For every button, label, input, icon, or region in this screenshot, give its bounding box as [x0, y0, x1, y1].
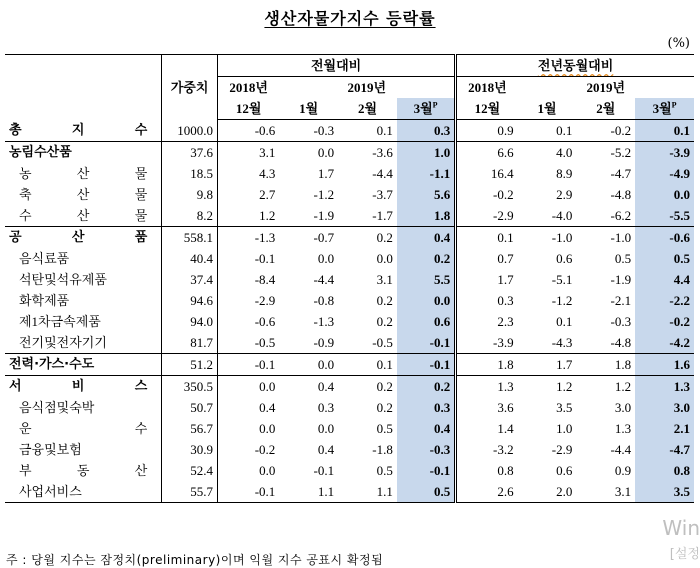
header-yoy-2018: 2018년 — [456, 77, 518, 99]
unit-label: (%) — [667, 36, 690, 51]
yoy-cell: -4.7 — [635, 439, 694, 460]
mom-cell: 1.7 — [317, 166, 335, 181]
yoy-cell: 0.9 — [456, 120, 518, 142]
yoy-cell: -4.8 — [610, 335, 632, 350]
mom-cell: 0.1 — [338, 354, 397, 376]
row-label-text: 사업서비스 — [19, 484, 82, 499]
label-char: 운 — [19, 421, 32, 436]
mom-cell: 0.4 — [259, 400, 276, 415]
table-title: 생산자물가지수 등락률 — [264, 9, 436, 28]
header-mom-mar-text: 3월 — [413, 101, 433, 116]
mom-cell: -0.6 — [254, 314, 276, 329]
weight-cell: 18.5 — [162, 163, 218, 184]
yoy-cell: 16.4 — [456, 163, 518, 184]
weight-cell: 1000.0 — [162, 120, 218, 142]
yoy-cell: 1.8 — [456, 354, 518, 376]
mom-cell: -3.6 — [338, 142, 397, 164]
mom-cell: -1.3 — [217, 227, 279, 249]
table-row — [5, 439, 694, 460]
mom-cell: 0.0 — [259, 463, 276, 478]
preliminary-mark: P — [432, 100, 438, 110]
yoy-cell: 2.9 — [556, 187, 573, 202]
yoy-cell: -2.1 — [610, 293, 632, 308]
mom-cell: -0.3 — [313, 123, 335, 138]
yoy-cell: -1.0 — [518, 227, 577, 249]
label-char: 산 — [134, 463, 148, 478]
yoy-cell: 0.9 — [614, 463, 632, 478]
label-char: 물 — [134, 187, 148, 202]
header-yoy-feb: 2월 — [576, 98, 635, 120]
mom-cell: 0.3 — [317, 400, 335, 415]
row-label-text: 석탄및석유제품 — [19, 272, 107, 287]
table-row — [5, 290, 694, 311]
mom-cell: -1.9 — [313, 208, 335, 223]
yoy-cell: 1.2 — [518, 376, 577, 398]
row-label — [5, 397, 162, 418]
yoy-cell: -4.0 — [551, 208, 573, 223]
header-mom-feb: 2월 — [338, 98, 397, 120]
row-label-text: 전기및전자기기 — [19, 335, 107, 350]
footnote: 주 : 당월 지수는 잠정치(preliminary)이며 익월 지수 공표시 확정됨 — [6, 553, 384, 567]
yoy-cell: -0.6 — [635, 227, 694, 249]
row-label — [5, 439, 162, 460]
mom-cell: 3.1 — [376, 272, 393, 287]
yoy-cell: 8.9 — [556, 166, 573, 181]
weight-cell: 8.2 — [162, 205, 218, 227]
table-body — [5, 120, 694, 503]
label-char: 산 — [76, 208, 90, 223]
header-mom-mar — [397, 98, 456, 120]
mom-cell: -0.6 — [254, 123, 276, 138]
header-yoy-mar-text: 3월 — [652, 101, 672, 116]
yoy-cell: 3.1 — [576, 481, 635, 503]
weight-cell: 56.7 — [162, 418, 218, 439]
header-mom: 전월대비 — [217, 55, 455, 77]
yoy-cell: 0.5 — [614, 251, 632, 266]
row-label-text — [19, 205, 153, 226]
mom-cell: 0.0 — [217, 376, 279, 398]
row-label-text: 금융및보험 — [19, 442, 82, 457]
yoy-cell: 1.7 — [456, 269, 518, 290]
weight-cell: 50.7 — [162, 397, 218, 418]
label-char: 수 — [134, 122, 148, 138]
mom-cell: 0.6 — [397, 311, 456, 332]
mom-cell: 0.0 — [397, 290, 456, 311]
yoy-cell: -2.9 — [456, 205, 518, 227]
mom-cell: -0.5 — [254, 335, 276, 350]
row-label — [5, 227, 162, 249]
mom-cell: 5.5 — [397, 269, 456, 290]
header-mom-jan: 1월 — [279, 98, 338, 120]
row-label — [5, 311, 162, 332]
yoy-cell: 0.5 — [635, 248, 694, 269]
mom-cell: -1.3 — [313, 314, 335, 329]
mom-cell: 0.5 — [376, 463, 393, 478]
table-row — [5, 227, 694, 249]
mom-cell: -4.4 — [313, 272, 335, 287]
weight-cell: 94.6 — [162, 290, 218, 311]
yoy-cell: 4.0 — [518, 142, 577, 164]
row-label — [5, 184, 162, 205]
ppi-change-table — [5, 54, 694, 503]
label-char: 총 — [9, 122, 22, 138]
weight-cell: 37.4 — [162, 269, 218, 290]
label-char: 수 — [134, 421, 148, 436]
yoy-cell: 3.5 — [556, 400, 573, 415]
header-yoy-jan: 1월 — [518, 98, 577, 120]
table-row — [5, 397, 694, 418]
table-row — [5, 184, 694, 205]
mom-cell: 1.1 — [279, 481, 338, 503]
yoy-cell: 6.6 — [456, 142, 518, 164]
yoy-cell: 3.5 — [635, 481, 694, 503]
yoy-cell: 0.1 — [556, 123, 573, 138]
yoy-cell: 0.0 — [635, 184, 694, 205]
row-label-text: 전력·가스·수도 — [9, 357, 95, 372]
mom-cell: -1.2 — [313, 187, 335, 202]
label-char: 축 — [19, 187, 32, 202]
mom-cell: -1.1 — [397, 163, 456, 184]
mom-cell: 0.2 — [376, 400, 393, 415]
header-yoy-mar — [635, 98, 694, 120]
row-label — [5, 142, 162, 164]
table-row — [5, 120, 694, 142]
yoy-cell: 0.6 — [556, 251, 573, 266]
mom-cell: 0.2 — [338, 227, 397, 249]
yoy-cell: 4.4 — [635, 269, 694, 290]
yoy-cell: -0.2 — [456, 184, 518, 205]
yoy-cell: 1.3 — [456, 376, 518, 398]
weight-cell: 52.4 — [162, 460, 218, 481]
weight-cell: 37.6 — [162, 142, 218, 164]
table-row — [5, 269, 694, 290]
mom-cell: -0.3 — [397, 439, 456, 460]
yoy-cell: -4.2 — [635, 332, 694, 354]
yoy-cell: -5.5 — [635, 205, 694, 227]
row-label-text — [9, 227, 153, 248]
label-char: 동 — [76, 463, 90, 478]
mom-cell: 0.1 — [376, 123, 393, 138]
yoy-cell: 3.0 — [635, 397, 694, 418]
yoy-cell: 0.8 — [635, 460, 694, 481]
mom-cell: 2.7 — [259, 187, 276, 202]
row-label — [5, 376, 162, 398]
yoy-cell: -4.8 — [610, 187, 632, 202]
mom-cell: -0.2 — [254, 442, 276, 457]
yoy-cell: 0.1 — [635, 120, 694, 142]
row-label-text: 음식료품 — [19, 251, 70, 266]
mom-cell: -0.5 — [372, 335, 393, 350]
mom-cell: -0.8 — [313, 293, 335, 308]
mom-cell: 0.0 — [376, 251, 393, 266]
yoy-cell: 1.4 — [456, 418, 518, 439]
header-mom-dec: 12월 — [217, 98, 279, 120]
yoy-cell: -0.3 — [610, 314, 632, 329]
mom-cell: 0.0 — [259, 421, 276, 436]
mom-cell: 1.0 — [397, 142, 456, 164]
row-label — [5, 332, 162, 354]
mom-cell: 0.2 — [397, 376, 456, 398]
yoy-cell: -6.2 — [610, 208, 632, 223]
label-char: 산 — [71, 230, 85, 245]
mom-cell: 0.2 — [338, 376, 397, 398]
yoy-cell: -5.1 — [551, 272, 573, 287]
row-label — [5, 354, 162, 376]
header-yoy-text: 전년동월대비 — [537, 58, 614, 73]
yoy-cell: -0.2 — [635, 311, 694, 332]
preliminary-mark: P — [671, 100, 677, 110]
header-yoy-2019: 2019년 — [586, 80, 626, 95]
label-char: 부 — [19, 463, 32, 478]
mom-cell: -0.1 — [254, 251, 276, 266]
mom-cell: 0.4 — [397, 227, 456, 249]
yoy-cell: -1.2 — [551, 293, 573, 308]
mom-cell: 0.4 — [317, 442, 335, 457]
row-label-text: 농림수산품 — [9, 145, 72, 160]
yoy-cell: 0.3 — [456, 290, 518, 311]
row-label-text: 제1차금속제품 — [19, 314, 101, 329]
yoy-cell: 0.7 — [456, 248, 518, 269]
mom-cell: -2.9 — [254, 293, 276, 308]
mom-cell: 0.4 — [279, 376, 338, 398]
mom-cell: -8.4 — [254, 272, 276, 287]
table-row — [5, 418, 694, 439]
table-row — [5, 376, 694, 398]
row-label-text — [9, 120, 153, 141]
yoy-cell: 1.0 — [556, 421, 573, 436]
table-row — [5, 332, 694, 354]
label-char: 품 — [134, 230, 148, 245]
yoy-cell: -1.9 — [610, 272, 632, 287]
mom-cell: 3.1 — [217, 142, 279, 164]
table-row — [5, 460, 694, 481]
weight-cell: 94.0 — [162, 311, 218, 332]
weight-cell: 9.8 — [162, 184, 218, 205]
mom-cell: 0.0 — [279, 142, 338, 164]
header-mom-2018: 2018년 — [229, 80, 268, 95]
mom-cell: 0.0 — [317, 251, 335, 266]
yoy-cell: -3.2 — [456, 439, 518, 460]
table-row — [5, 481, 694, 503]
mom-cell: 4.3 — [259, 166, 276, 181]
yoy-cell: -5.2 — [576, 142, 635, 164]
mom-cell: -0.1 — [397, 354, 456, 376]
yoy-cell: -0.2 — [610, 123, 632, 138]
yoy-cell: -4.4 — [610, 442, 632, 457]
row-label-text: 음식점및숙박 — [19, 400, 95, 415]
row-label-text — [19, 163, 153, 184]
watermark-line2: [설정 — [669, 547, 700, 562]
label-char: 스 — [134, 379, 148, 394]
table-row — [5, 163, 694, 184]
yoy-cell: 0.8 — [456, 460, 518, 481]
mom-cell: 0.2 — [397, 248, 456, 269]
row-label-text — [9, 376, 153, 397]
weight-cell: 81.7 — [162, 332, 218, 354]
label-char: 물 — [134, 208, 148, 223]
row-label — [5, 120, 162, 142]
weight-cell: 40.4 — [162, 248, 218, 269]
weight-cell: 51.2 — [162, 354, 218, 376]
yoy-cell: 2.0 — [518, 481, 577, 503]
row-label — [5, 290, 162, 311]
yoy-cell: -3.9 — [635, 142, 694, 164]
weight-cell: 558.1 — [162, 227, 218, 249]
yoy-cell: 1.6 — [635, 354, 694, 376]
header-blank — [5, 55, 162, 120]
yoy-cell: 0.1 — [556, 314, 573, 329]
yoy-cell: 2.6 — [456, 481, 518, 503]
header-yoy-dec: 12월 — [456, 98, 518, 120]
row-label — [5, 460, 162, 481]
label-char: 농 — [19, 166, 32, 181]
row-label-text — [19, 460, 153, 481]
weight-cell: 55.7 — [162, 481, 218, 503]
mom-cell: 5.6 — [397, 184, 456, 205]
label-char: 서 — [9, 379, 22, 394]
yoy-cell: -1.0 — [576, 227, 635, 249]
mom-cell: -1.8 — [372, 442, 393, 457]
row-label — [5, 163, 162, 184]
header-weight: 가중치 — [162, 55, 218, 120]
yoy-cell: -2.2 — [635, 290, 694, 311]
mom-cell: 1.8 — [397, 205, 456, 227]
mom-cell: 0.4 — [397, 418, 456, 439]
label-char: 산 — [76, 166, 90, 181]
yoy-cell: 2.3 — [456, 311, 518, 332]
table-row — [5, 311, 694, 332]
yoy-cell: 0.6 — [556, 463, 573, 478]
table-row — [5, 354, 694, 376]
watermark-line1: Win — [662, 516, 700, 540]
row-label — [5, 248, 162, 269]
row-label-text: 화학제품 — [19, 293, 70, 308]
weight-cell: 350.5 — [162, 376, 218, 398]
weight-cell: 30.9 — [162, 439, 218, 460]
mom-cell: 0.0 — [317, 421, 335, 436]
yoy-cell: 3.0 — [614, 400, 632, 415]
row-label — [5, 418, 162, 439]
yoy-cell: -4.7 — [610, 166, 632, 181]
mom-cell: -0.1 — [217, 354, 279, 376]
mom-cell: -0.1 — [217, 481, 279, 503]
mom-cell: 0.2 — [376, 293, 393, 308]
header-mom-2019: 2019년 — [347, 80, 387, 95]
label-char: 비 — [71, 379, 85, 394]
yoy-cell: -4.3 — [551, 335, 573, 350]
row-label — [5, 481, 162, 503]
mom-cell: -0.1 — [313, 463, 335, 478]
yoy-cell: 1.3 — [635, 376, 694, 398]
mom-cell: -4.4 — [372, 166, 393, 181]
yoy-cell: 1.8 — [576, 354, 635, 376]
row-label — [5, 269, 162, 290]
label-char: 지 — [71, 122, 85, 138]
mom-cell: 0.0 — [279, 354, 338, 376]
yoy-cell: 2.1 — [635, 418, 694, 439]
table-row — [5, 205, 694, 227]
label-char: 산 — [76, 187, 90, 202]
mom-cell: -1.7 — [372, 208, 393, 223]
mom-cell: -0.1 — [397, 332, 456, 354]
yoy-cell: -3.9 — [456, 332, 518, 354]
mom-cell: 1.1 — [338, 481, 397, 503]
label-char: 수 — [19, 208, 32, 223]
mom-cell: -0.9 — [313, 335, 335, 350]
row-label-text — [19, 418, 153, 439]
row-label-text — [19, 184, 153, 205]
mom-cell: 0.5 — [397, 481, 456, 503]
row-label — [5, 205, 162, 227]
yoy-cell: -2.9 — [551, 442, 573, 457]
mom-cell: -3.7 — [372, 187, 393, 202]
mom-cell: -0.1 — [397, 460, 456, 481]
mom-cell: 0.3 — [397, 397, 456, 418]
mom-cell: 0.2 — [376, 314, 393, 329]
label-char: 공 — [9, 230, 22, 245]
label-char: 물 — [134, 166, 148, 181]
table-row — [5, 248, 694, 269]
yoy-cell: -4.9 — [635, 163, 694, 184]
mom-cell: 0.3 — [397, 120, 456, 142]
yoy-cell: 3.6 — [456, 397, 518, 418]
mom-cell: 1.2 — [259, 208, 276, 223]
yoy-cell: 1.2 — [576, 376, 635, 398]
table-row — [5, 142, 694, 164]
yoy-cell: 1.7 — [518, 354, 577, 376]
mom-cell: 0.5 — [376, 421, 393, 436]
mom-cell: -0.7 — [279, 227, 338, 249]
yoy-cell: 1.3 — [614, 421, 632, 436]
yoy-cell: 0.1 — [456, 227, 518, 249]
header-yoy — [456, 55, 694, 77]
